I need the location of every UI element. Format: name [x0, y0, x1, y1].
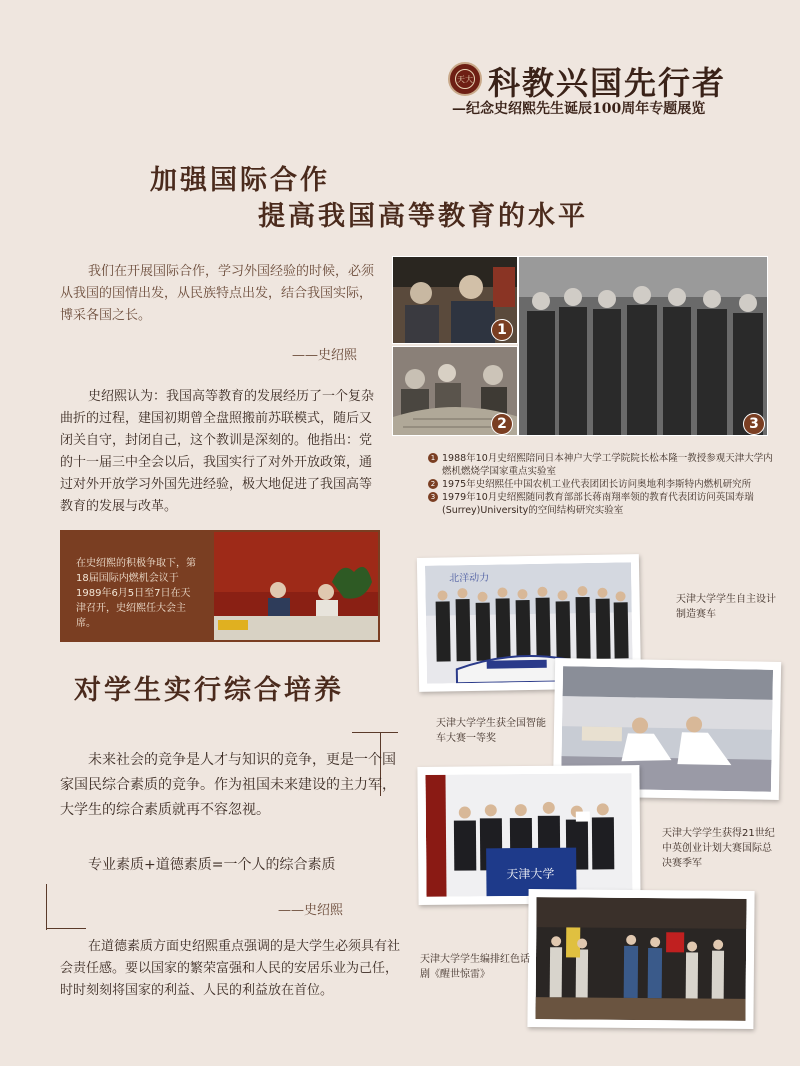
caption-item — [428, 491, 774, 517]
decorative-rule — [46, 928, 86, 929]
historic-photo-2 — [392, 346, 518, 436]
student-photo-caption-2: 天津大学学生获全国智能车大赛一等奖 — [436, 718, 546, 744]
meeting-caption: 在史绍熙的积极争取下，第18届国际内燃机会议于1989年6月5日至7日在天津召开，史绍熙任大会主席。 — [76, 558, 196, 629]
photo-number-3: 3 — [743, 413, 765, 435]
student-photo-caption-3: 天津大学学生获得21世纪中英创业计划大赛国际总决赛季军 — [662, 828, 775, 869]
quality-formula: 专业素质+道德素质=一个人的综合素质 — [88, 857, 336, 873]
section1-body: 史绍熙认为：我国高等教育的发展经历了一个复杂曲折的过程，建国初期曾全盘照搬前苏联模式，随后又闭关自守，封闭自己，这个教训是深刻的。他指出：党的十一届三中全会以后，我国实行了对外开放政策，通过对外开放学习外国先进经验，极大地促进了我国高等教育的发展与改革。 — [60, 389, 375, 514]
historic-photo-3 — [518, 256, 768, 436]
student-photo-caption-1: 天津大学学生自主设计制造赛车 — [676, 594, 776, 620]
photo-number-2: 2 — [491, 413, 513, 435]
section1-heading-line2: 提高我国高等教育的水平 — [258, 201, 588, 232]
student-photo-caption-4: 天津大学学生编排红色话剧《醒世惊雷》 — [420, 954, 530, 980]
student-competition-photo — [417, 765, 640, 905]
section2-quote: 未来社会的竞争是人才与知识的竞争，更是一个国家国民综合素质的竞争。作为祖国未来建设的主力军，大学生的综合素质就再不容忽视。 — [60, 752, 396, 818]
exhibition-subtitle: —纪念史绍熙先生诞辰100周年专题展览 — [452, 101, 706, 117]
caption-item — [428, 452, 774, 478]
section2-heading: 对学生实行综合培养 — [74, 675, 344, 706]
student-drama-photo — [527, 889, 754, 1029]
section2-body: 在道德素质方面史绍熙重点强调的是大学生必须具有社会责任感。要以国家的繁荣富强和人民的安居乐业为己任，时时刻刻将国家的利益、人民的利益放在首位。 — [60, 939, 401, 998]
historic-photo-captions — [428, 452, 774, 517]
decorative-rule — [352, 732, 398, 733]
caption-number: 2 — [428, 479, 438, 489]
caption-text: 1975年史绍熙任中国农机工业代表团团长访问奥地利李斯特内燃机研究所 — [442, 479, 752, 490]
seal-inner: 天大 — [455, 69, 475, 89]
historic-photo-1 — [392, 256, 518, 344]
banner-text: 北洋动力 — [449, 572, 490, 585]
caption-item — [428, 478, 774, 491]
caption-number: 1 — [428, 453, 438, 463]
caption-number: 3 — [428, 492, 438, 502]
photo-number-1: 1 — [491, 319, 513, 341]
exhibition-title: 科教兴国先行者 — [488, 64, 727, 102]
section1-quote: 我们在开展国际合作，学习外国经验的时候，必须从我国的国情出发，从民族特点出发，结合我国实际，博采各国之长。 — [60, 264, 375, 323]
section1-heading-line1: 加强国际合作 — [150, 165, 330, 196]
caption-text: 1979年10月史绍熙随同教育部部长蒋南翔率领的教育代表团访问英国寿瑞(Surrey)University的空间结构研究实验室 — [442, 492, 754, 516]
decorative-rule — [46, 884, 47, 930]
section1-quote-signature: ——史绍熙 — [292, 348, 358, 363]
university-seal-logo — [448, 62, 482, 96]
section2-quote-signature: ——史绍熙 — [278, 903, 344, 918]
flag-text: 天津大学 — [506, 866, 555, 882]
conference-photo — [214, 532, 378, 640]
caption-text: 1988年10月史绍熙陪同日本神户大学工学院院长松本隆一教授参观天津大学内燃机燃烧学国家重点实验室 — [442, 453, 773, 477]
